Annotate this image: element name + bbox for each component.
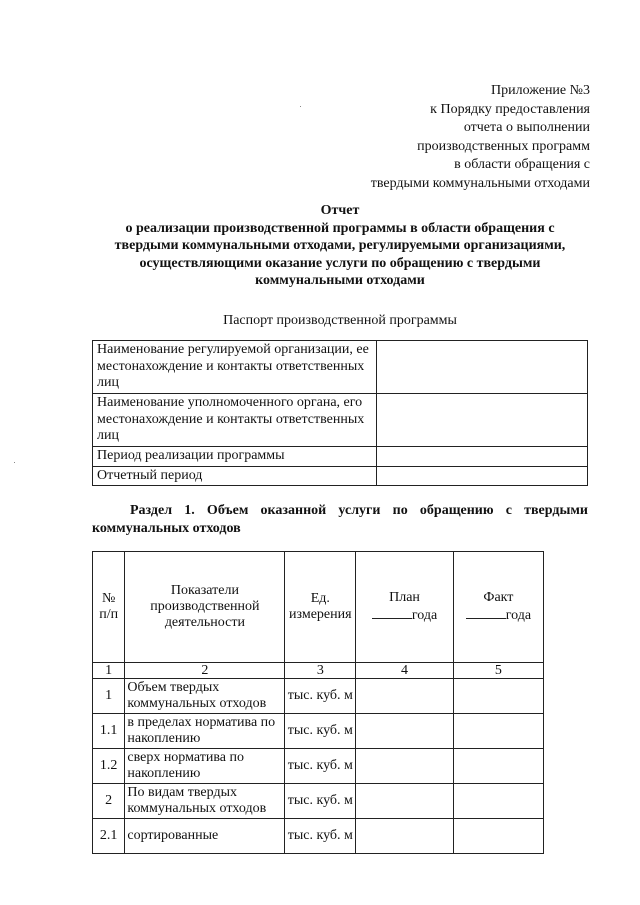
header-fact [453, 552, 543, 663]
row-fact [453, 819, 543, 854]
passport-value [376, 341, 587, 394]
row-num: 2.1 [93, 819, 125, 854]
row-plan [356, 819, 454, 854]
column-number: 5 [453, 663, 543, 679]
title-line: твердыми коммунальными отходами, регулируемыми организациями, [114, 238, 566, 253]
appendix-line: Приложение №3 [491, 83, 590, 98]
header-num: № п/п [93, 552, 125, 663]
table-row [93, 466, 588, 486]
header-plan-year [358, 606, 451, 624]
header-year-word: года [505, 608, 532, 623]
passport-label: Период реализации программы [93, 447, 377, 467]
row-unit: тыс. куб. м [285, 749, 356, 784]
table-row [93, 714, 544, 749]
passport-label: Отчетный период [93, 466, 377, 486]
row-unit: тыс. куб. м [285, 819, 356, 854]
row-indicator: Объем твердых коммунальных отходов [125, 679, 285, 714]
column-number: 2 [125, 663, 285, 679]
appendix-note [371, 82, 590, 193]
passport-value [376, 466, 587, 486]
scan-speck [300, 106, 301, 107]
row-indicator: сверх норматива по накоплению [125, 749, 285, 784]
appendix-line: твердыми коммунальными отходами [370, 175, 590, 191]
row-fact [453, 749, 543, 784]
row-num: 1.2 [93, 749, 125, 784]
table-row [93, 341, 588, 394]
table-row [93, 679, 544, 714]
row-plan [356, 749, 454, 784]
table-row [93, 784, 544, 819]
passport-value [376, 447, 587, 467]
appendix-line: производственных программ [417, 138, 590, 154]
row-unit: тыс. куб. м [285, 784, 356, 819]
column-number: 3 [285, 663, 356, 679]
row-num: 1 [93, 679, 125, 714]
header-unit: Ед. измерения [285, 552, 356, 663]
table-row [93, 394, 588, 447]
row-num: 2 [93, 784, 125, 819]
title-line: Отчет [320, 203, 360, 218]
row-indicator: в пределах норматива по накоплению [125, 714, 285, 749]
row-plan [356, 679, 454, 714]
passport-label: Наименование уполномоченного органа, его местонахождение и контакты ответственных лиц [93, 394, 377, 447]
passport-table [92, 340, 588, 486]
header-plan [356, 552, 454, 663]
header-plan-label: План [389, 590, 420, 605]
section-1-title: Раздел 1. Объем оказанной услуги по обращению с твердыми коммунальных отходов [92, 503, 588, 536]
column-number-row [93, 663, 544, 679]
scan-speck [14, 462, 15, 463]
appendix-line: отчета о выполнении [463, 120, 590, 135]
year-blank [372, 606, 412, 619]
row-indicator: сортированные [125, 819, 285, 854]
report-title [80, 202, 600, 290]
appendix-line: в области обращения с [454, 157, 590, 172]
title-line: о реализации производственной программы в области обращения с [125, 220, 555, 236]
year-blank [466, 606, 506, 619]
column-number: 1 [93, 663, 125, 679]
row-plan [356, 784, 454, 819]
row-fact [453, 679, 543, 714]
table-row [93, 819, 544, 854]
header-year-word: года [411, 608, 438, 623]
header-fact-label: Факт [483, 590, 514, 605]
passport-label: Наименование регулируемой организации, ее местонахождение и контакты ответственных лиц [93, 341, 377, 394]
title-line: осуществляющими оказание услуги по обращению с твердыми [139, 255, 541, 271]
passport-caption: Паспорт производственной программы [223, 313, 457, 328]
row-plan [356, 714, 454, 749]
title-line: коммунальными отходами [255, 273, 425, 288]
row-fact [453, 784, 543, 819]
table-header-row [93, 552, 544, 663]
table-row [93, 749, 544, 784]
appendix-line: к Порядку предоставления [430, 101, 590, 117]
header-fact-year [456, 606, 541, 624]
row-num: 1.1 [93, 714, 125, 749]
row-indicator: По видам твердых коммунальных отходов [125, 784, 285, 819]
header-indicator: Показатели производственной деятельности [125, 552, 285, 663]
column-number: 4 [356, 663, 454, 679]
row-fact [453, 714, 543, 749]
table-row [93, 447, 588, 467]
row-unit: тыс. куб. м [285, 679, 356, 714]
row-unit: тыс. куб. м [285, 714, 356, 749]
indicators-table [92, 551, 544, 854]
passport-value [376, 394, 587, 447]
